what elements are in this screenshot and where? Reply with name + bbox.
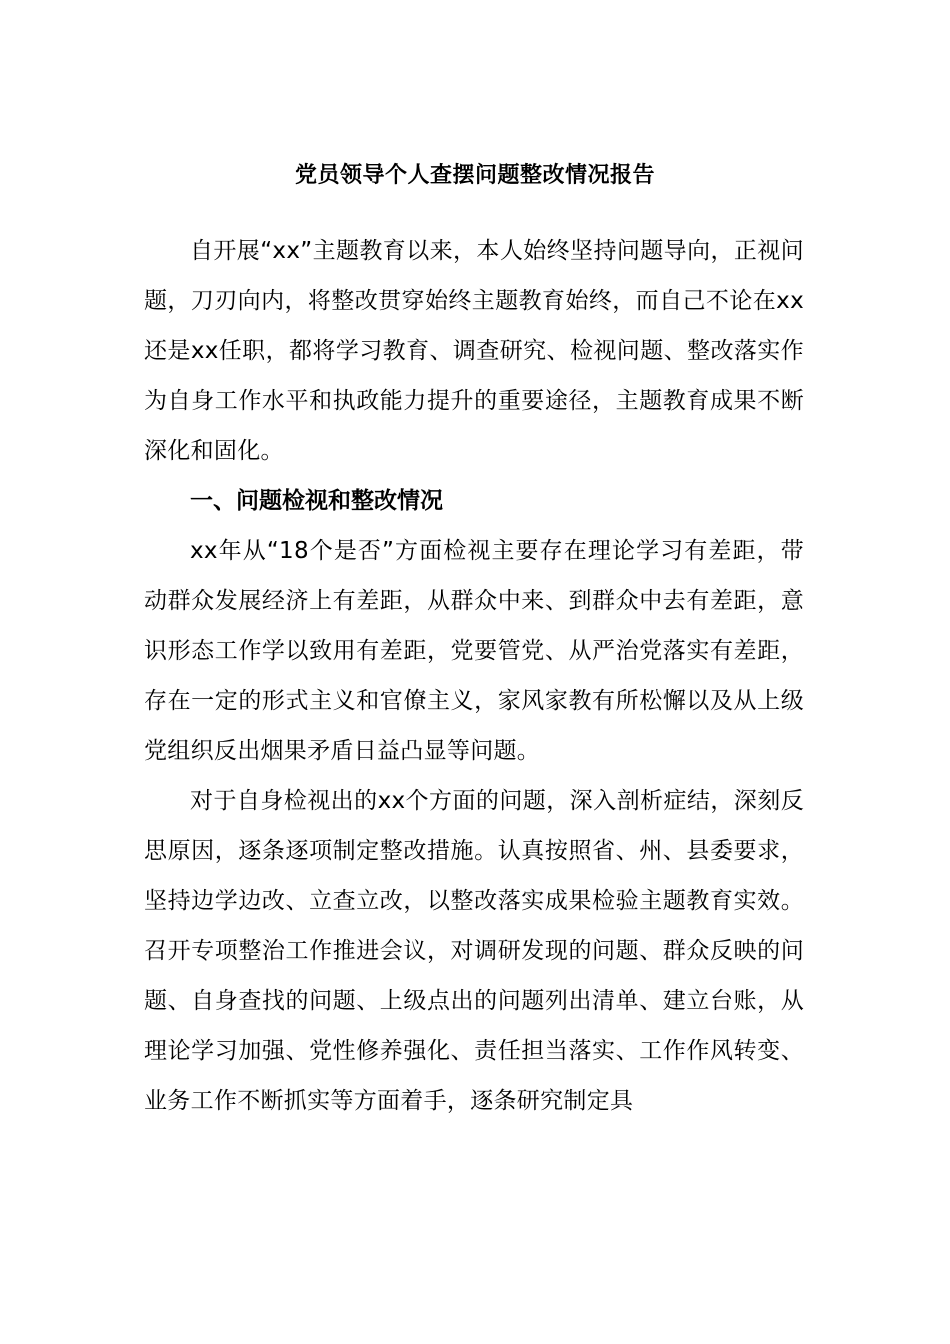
paragraph-rectification: 对于自身检视出的xx个方面的问题，深入剖析症结，深刻反思原因，逐条逐项制定整改措施。认真按照省、州、县委要求，坚持边学边改、立查立改，以整改落实成果检验主题教育实效。召开专项整治工作推进会议，对调研发现的问题、群众反映的问题、自身查找的问题、上级点出的问题列出清单、建立台账，从理论学习加强、党性修养强化、责任担当落实、工作作风转变、业务工作不断抓实等方面着手，逐条研究制定具	[144, 788, 804, 1114]
section-heading-1: 一、问题检视和整改情况	[190, 488, 443, 514]
paragraph-problems: xx年从“18个是否”方面检视主要存在理论学习有差距，带动群众发展经济上有差距，从群众中来、到群众中去有差距，意识形态工作学以致用有差距，党要管党、从严治党落实有差距，存在一定的形式主义和官僚主义，家风家教有所松懈以及从上级党组织反出烟果矛盾日益凸显等问题。	[144, 538, 804, 764]
document-title: 党员领导个人查摆问题整改情况报告	[294, 163, 655, 188]
document-body	[144, 226, 804, 1126]
paragraph-intro: 自开展“xx”主题教育以来，本人始终坚持问题导向，正视问题，刀刃向内，将整改贯穿始终主题教育始终，而自己不论在xx还是xx任职，都将学习教育、调查研究、检视问题、整改落实作为自身工作水平和执政能力提升的重要途径，主题教育成果不断深化和固化。	[144, 238, 804, 464]
